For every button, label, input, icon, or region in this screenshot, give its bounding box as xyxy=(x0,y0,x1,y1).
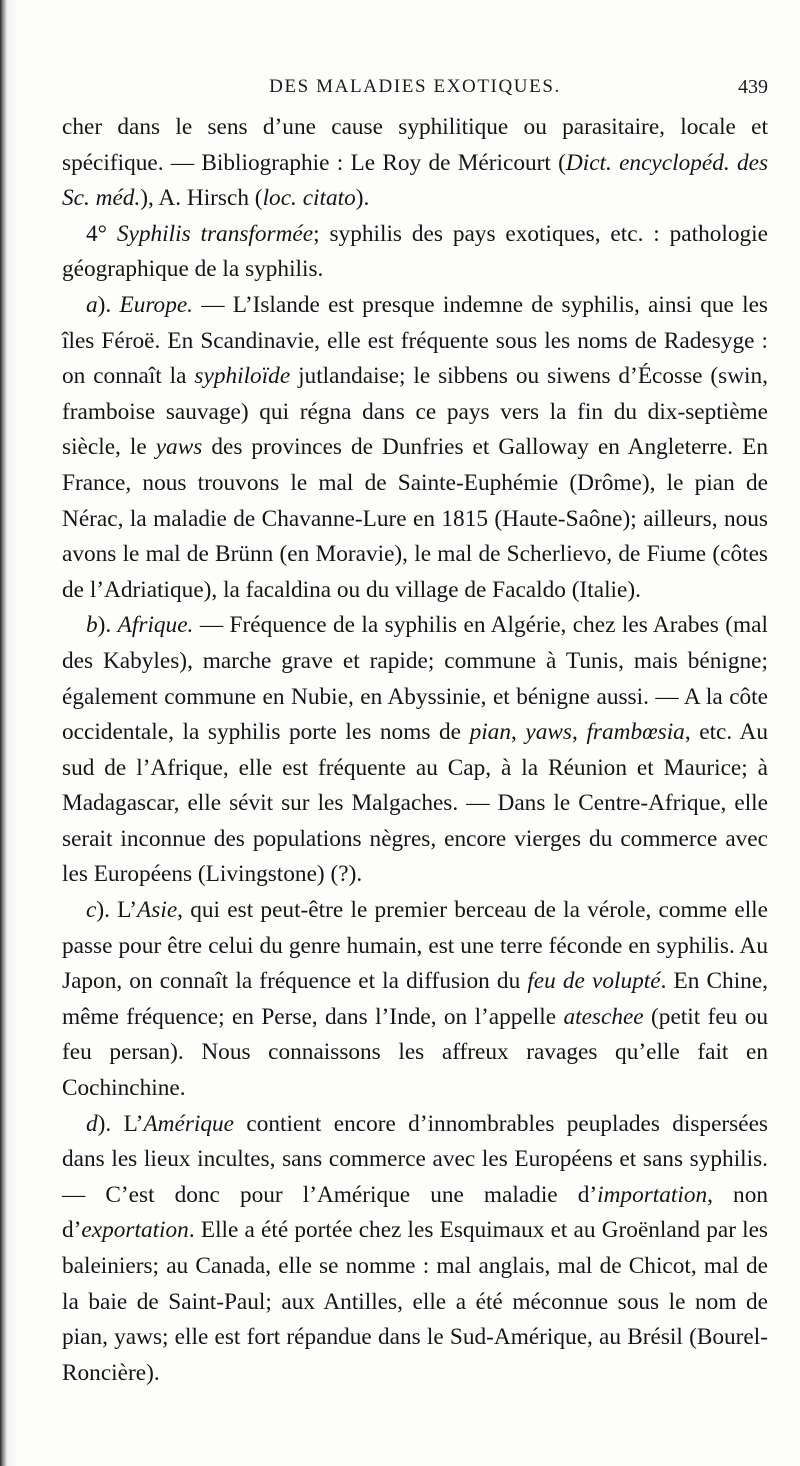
paragraph-asie xyxy=(62,893,768,1107)
italic-text: Syphilis transformée xyxy=(116,220,314,247)
italic-text: b xyxy=(86,612,98,639)
text-run: ). xyxy=(355,185,370,212)
page-number: 439 xyxy=(738,76,768,98)
italic-text: ateschee xyxy=(563,1003,644,1030)
text-run: . En Chine, même fréquence; en Perse, dans l’Inde, on l’appelle xyxy=(62,968,768,1030)
text-run: , qui est peut-être le premier berceau de la vérole, comme elle passe pour être celui du genre humain, est une terre féconde en syphilis. Au Japon, on connaît la fréquence et la diffusion du xyxy=(62,897,768,995)
italic-text: syphiloïde xyxy=(194,363,291,390)
body-text xyxy=(62,110,768,1391)
paragraph-bibliography xyxy=(62,110,768,217)
paragraph-europe xyxy=(62,288,768,608)
text-run: cher dans le sens d’une cause syphilitique ou parasitaire, locale et spécifique. — Bibliographie : Le Roy de Méricourt ( xyxy=(62,114,768,176)
text-run: , xyxy=(572,719,587,746)
text-run: , xyxy=(510,719,526,746)
text-run: (petit feu ou feu persan). Nous connaissons les affreux ravages qu’elle fait en Cochinchine. xyxy=(62,1003,768,1102)
italic-text: exportation xyxy=(81,1217,189,1244)
text-run: , etc. Au sud de l’Afrique, elle est fréquente au Cap, à la Réunion et Maurice; à Madagascar, elle sévit sur les Malgaches. — Dans le Centre-Afrique, elle serait inconnue des populations nègres, encore vierges du commerce avec les Européens (Livingstone) (?). xyxy=(62,719,768,888)
italic-text: Dict. encyclopéd. des Sc. méd. xyxy=(62,149,769,212)
italic-text: a xyxy=(86,291,98,318)
italic-text: d xyxy=(86,1110,98,1137)
italic-text: feu de volupté xyxy=(527,968,661,995)
text-run: contient encore d’innombrables peuplades dispersées dans les lieux incultes, sans commerce avec les Européens et sans syphilis. — C’est donc pour l’Amérique une maladie d’ xyxy=(62,1110,768,1208)
text-run: ). L’ xyxy=(96,897,138,924)
italic-text: frambœsia xyxy=(586,719,685,746)
text-run: des provinces de Dunfries et Galloway en Angleterre. En France, nous trouvons le mal de Sainte-Euphémie (Drôme), le pian de Nérac, la maladie de Chavanne-Lure en 1815 (Haute-Saône); ailleurs, nous avons le mal de Brünn (en Moravie), le mal de Scherlievo, de Fiume (côtes de l’Adriatique), la facaldina ou du village de Facaldo (Italie). xyxy=(62,434,768,603)
italic-text: Amérique xyxy=(143,1110,235,1137)
text-run: . Elle a été portée chez les Esquimaux et au Groënland par les baleiniers; au Canada, elle se nomme : mal anglais, mal de Chicot, mal de la baie de Saint-Paul; aux Antilles, elle a été méconnue sous le nom de pian, yaws; elle est fort répandue dans le Sud-Amérique, au Brésil (Bourel-Roncière). xyxy=(62,1217,768,1386)
text-run: jutlandaise; le sibbens ou siwens d’Écosse (swin, framboise sauvage) qui régna dans ce pays vers la fin du dix-septième siècle, le xyxy=(62,363,769,461)
text-run: ). L’ xyxy=(97,1110,144,1137)
italic-text: Afrique. xyxy=(117,612,194,639)
italic-text: Europe. xyxy=(119,291,194,318)
italic-text: Asie xyxy=(137,897,178,924)
page-edge xyxy=(0,0,7,1466)
italic-text: yaws xyxy=(525,719,573,746)
paragraph-afrique xyxy=(62,608,768,893)
italic-text: c xyxy=(86,897,97,924)
italic-text: pian xyxy=(469,719,511,746)
paragraph-amerique xyxy=(62,1107,768,1392)
text-run: ), A. Hirsch ( xyxy=(140,185,263,212)
page-header xyxy=(62,74,768,100)
paragraph-syphilis-transformee xyxy=(62,217,768,288)
text-run: — Fréquence de la syphilis en Algérie, chez les Arabes (mal des Kabyles), marche grave et rapide; commune à Tunis, mais bénigne; également commune en Nubie, en Abyssinie, et bénigne aussi. — A la côte occidentale, la syphilis porte les noms de xyxy=(62,612,768,746)
italic-text: yaws xyxy=(155,434,203,461)
text-run: ). xyxy=(97,291,120,318)
text-run: — L’Islande est presque indemne de syphilis, ainsi que les îles Féroë. En Scandinavie, elle est fréquente sous les noms de Radesyge : on connaît la xyxy=(62,291,768,390)
text-run: ; syphilis des pays exotiques, etc. : pathologie géographique de la syphilis. xyxy=(62,220,768,283)
text-run: ). xyxy=(97,612,118,639)
italic-text: loc. citato xyxy=(262,185,356,212)
text-run: 4° xyxy=(86,220,117,247)
running-title: DES MALADIES EXOTIQUES. xyxy=(269,76,561,97)
italic-text: importation xyxy=(597,1181,708,1208)
text-run: , non d’ xyxy=(62,1181,768,1244)
